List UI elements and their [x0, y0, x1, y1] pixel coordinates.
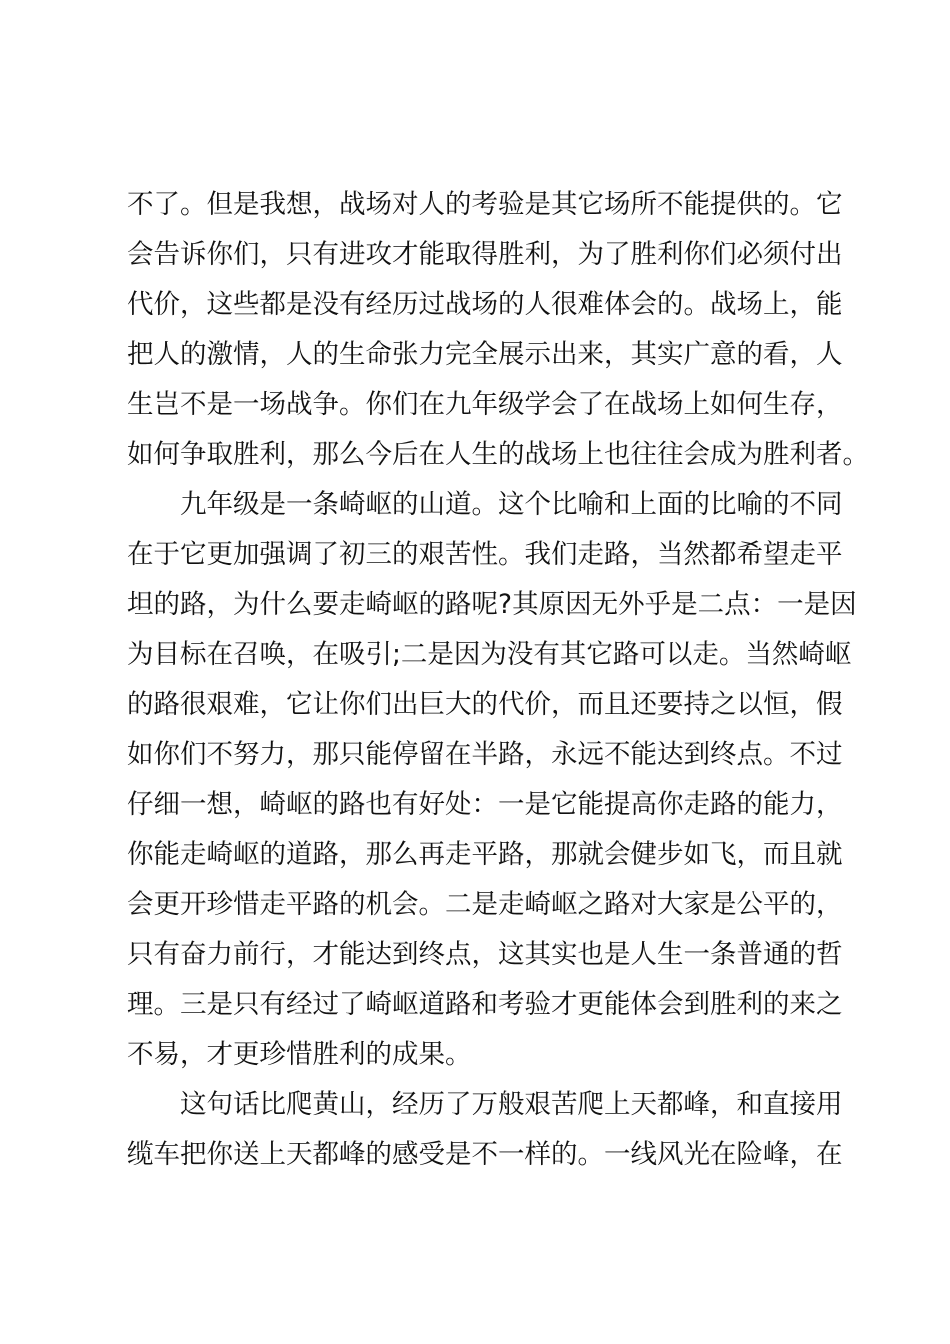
text-line: 缆车把你送上天都峰的感受是不一样的。一线风光在险峰，在 [127, 1139, 843, 1170]
text-line: 只有奋力前行，才能达到终点，这其实也是人生一条普通的哲 [127, 939, 843, 970]
text-line: 理。三是只有经过了崎岖道路和考验才更能体会到胜利的来之 [127, 989, 843, 1020]
text-line: 如你们不努力，那只能停留在半路，永远不能达到终点。不过 [127, 739, 843, 770]
paragraph-2 [127, 480, 857, 1080]
text-line: 会更开珍惜走平路的机会。二是走崎岖之路对大家是公平的， [127, 889, 843, 920]
text-line: 会告诉你们，只有进攻才能取得胜利，为了胜利你们必须付出 [127, 239, 843, 270]
text-line: 在于它更加强调了初三的艰苦性。我们走路，当然都希望走平 [127, 539, 843, 570]
text-line: 这句话比爬黄山，经历了万般艰苦爬上天都峰，和直接用 [180, 1089, 843, 1120]
text-line: 为目标在召唤，在吸引;二是因为没有其它路可以走。当然崎岖 [127, 639, 852, 670]
text-line: 生岂不是一场战争。你们在九年级学会了在战场上如何生存， [127, 389, 843, 420]
text-line: 你能走崎岖的道路，那么再走平路，那就会健步如飞，而且就 [127, 839, 843, 870]
text-line: 九年级是一条崎岖的山道。这个比喻和上面的比喻的不同 [180, 489, 843, 520]
text-line: 不了。但是我想，战场对人的考验是其它场所不能提供的。它 [127, 189, 843, 220]
paragraph-3 [127, 1080, 843, 1180]
text-line: 仔细一想，崎岖的路也有好处：一是它能提高你走路的能力， [127, 789, 843, 820]
text-line: 如何争取胜利，那么今后在人生的战场上也往往会成为胜利者。 [127, 439, 869, 470]
text-line: 坦的路，为什么要走崎岖的路呢?其原因无外乎是二点：一是因 [127, 589, 857, 620]
text-line: 把人的激情，人的生命张力完全展示出来，其实广意的看，人 [127, 339, 843, 370]
text-line: 不易，才更珍惜胜利的成果。 [127, 1039, 472, 1070]
text-line: 代价，这些都是没有经历过战场的人很难体会的。战场上，能 [127, 289, 843, 320]
text-line: 的路很艰难，它让你们出巨大的代价，而且还要持之以恒，假 [127, 689, 843, 720]
paragraph-1 [127, 180, 869, 480]
document-body [127, 180, 869, 1180]
